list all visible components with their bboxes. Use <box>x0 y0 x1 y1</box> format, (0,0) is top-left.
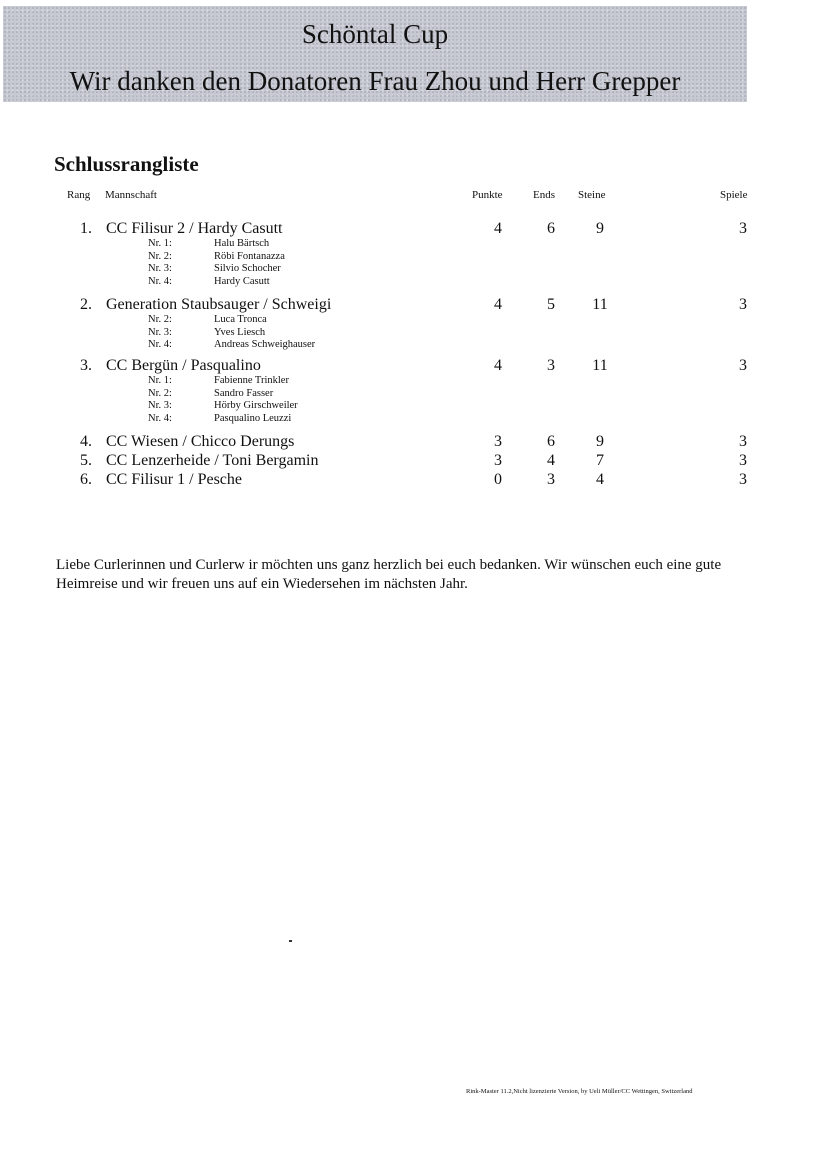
team-spiele: 3 <box>739 357 747 374</box>
member-number: Nr. 3: <box>148 263 172 274</box>
member-name: Yves Liesch <box>214 326 266 338</box>
team-spiele: 3 <box>739 471 747 488</box>
member-number: Nr. 3: <box>148 326 172 338</box>
member-name: Silvio Schocher <box>214 263 281 274</box>
member-name: Luca Tronca <box>214 314 267 325</box>
closing-message: Liebe Curlerinnen und Curlerw ir möchten uns ganz herzlich bei euch bedanken. Wir wünschen euch eine gute Heimreise und wir freuen uns auf ein Wiedersehen im nächsten Jahr. <box>56 557 722 592</box>
team-punkte: 3 <box>494 452 502 469</box>
col-punkte: Punkte <box>472 189 503 201</box>
team-rank: 2. <box>80 296 92 313</box>
team-punkte: 4 <box>494 296 502 313</box>
member-number: Nr. 4: <box>148 412 172 424</box>
member-number: Nr. 3: <box>148 400 172 411</box>
donor-thanks: Wir danken den Donatoren Frau Zhou und Herr Grepper <box>69 66 681 96</box>
team-rank: 3. <box>80 357 92 374</box>
cup-title: Schöntal Cup <box>301 19 449 49</box>
member-name: Hörby Girschweiler <box>214 400 298 411</box>
team-punkte: 4 <box>494 357 502 374</box>
team-ends: 6 <box>547 220 555 237</box>
member-name: Hardy Casutt <box>214 275 270 287</box>
member-number: Nr. 2: <box>148 314 172 325</box>
member-number: Nr. 1: <box>148 375 172 386</box>
team-ends: 4 <box>547 452 555 469</box>
team-spiele: 3 <box>739 296 747 313</box>
member-name: Röbi Fontanazza <box>214 250 285 262</box>
section-title: Schlussrangliste <box>54 152 199 176</box>
team-spiele: 3 <box>739 433 747 450</box>
team-name: Generation Staubsauger / Schweigi <box>106 296 332 313</box>
team-ends: 3 <box>547 357 555 374</box>
team-ends: 3 <box>547 471 555 488</box>
team-steine: 7 <box>596 452 604 469</box>
col-steine: Steine <box>578 189 606 201</box>
team-rank: 6. <box>80 471 92 488</box>
member-name: Halu Bärtsch <box>214 238 270 249</box>
team-rank: 1. <box>80 220 92 237</box>
header-banner <box>3 6 747 102</box>
team-rank: 4. <box>80 433 92 450</box>
team-name: CC Filisur 2 / Hardy Casutt <box>106 220 283 237</box>
col-ends: Ends <box>533 189 555 201</box>
team-punkte: 0 <box>494 471 502 488</box>
team-steine: 11 <box>592 357 608 374</box>
team-steine: 11 <box>592 296 608 313</box>
software-footer: Rink-Master 11.2,Nicht lizenzierte Version, by Ueli Müller/CC Wettingen, Switzerland <box>466 1088 693 1095</box>
member-number: Nr. 2: <box>148 387 172 399</box>
member-number: Nr. 1: <box>148 238 172 249</box>
member-number: Nr. 2: <box>148 250 172 262</box>
col-rang: Rang <box>67 189 91 201</box>
team-name: CC Lenzerheide / Toni Bergamin <box>106 452 319 469</box>
team-spiele: 3 <box>739 452 747 469</box>
team-punkte: 4 <box>494 220 502 237</box>
team-name: CC Filisur 1 / Pesche <box>106 471 243 488</box>
team-name: CC Wiesen / Chicco Derungs <box>106 433 295 450</box>
team-name: CC Bergün / Pasqualino <box>106 357 261 374</box>
member-number: Nr. 4: <box>148 339 172 350</box>
member-name: Andreas Schweighauser <box>214 339 316 350</box>
team-steine: 9 <box>596 433 604 450</box>
team-ends: 6 <box>547 433 555 450</box>
team-steine: 9 <box>596 220 604 237</box>
team-punkte: 3 <box>494 433 502 450</box>
col-mannschaft: Mannschaft <box>105 189 157 201</box>
member-name: Fabienne Trinkler <box>214 375 289 386</box>
member-name: Sandro Fasser <box>214 387 274 399</box>
member-number: Nr. 4: <box>148 275 172 287</box>
team-spiele: 3 <box>739 220 747 237</box>
team-steine: 4 <box>596 471 604 488</box>
team-ends: 5 <box>547 296 555 313</box>
col-spiele: Spiele <box>720 189 748 201</box>
member-name: Pasqualino Leuzzi <box>214 412 292 424</box>
team-rank: 5. <box>80 452 92 469</box>
scan-speck <box>289 940 292 942</box>
